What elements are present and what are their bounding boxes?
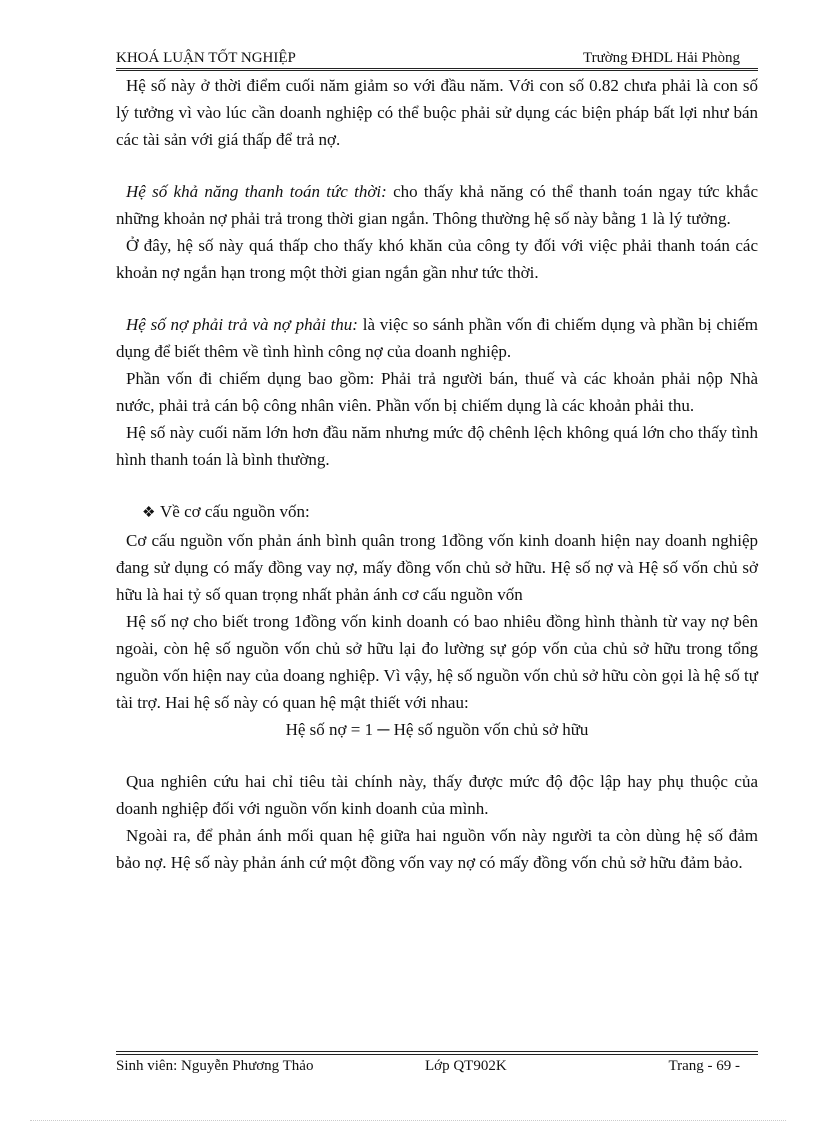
paragraph-appropriated-capital: Phần vốn đi chiếm dụng bao gồm: Phải trả người bán, thuế và các khoản phải nộp Nhà nước, phải trả cán bộ công nhân viên. Phần vốn bị chiếm dụng là các khoản phải thu. — [116, 369, 758, 415]
header-divider — [116, 70, 758, 71]
paragraph-quick-ratio — [116, 178, 758, 232]
footer-divider — [116, 1051, 758, 1052]
term-payables-receivables: Hệ số nợ phải trả và nợ phải thu: — [126, 315, 358, 334]
page-header — [116, 48, 758, 69]
payables-receivables-definition: là việc so sánh phần vốn đi chiếm dụng và phần bị chiếm dụng để biết thêm về tình hình công nợ của doanh nghiệp. — [116, 315, 758, 361]
header-thesis-title: KHOÁ LUẬN TỐT NGHIỆP — [116, 50, 296, 66]
footer-page-number: Trang - 69 - — [668, 1058, 740, 1074]
page-bottom-edge — [30, 1120, 786, 1121]
paragraph-quick-ratio-comment: Ở đây, hệ số này quá thấp cho thấy khó khăn của công ty đối với việc phải thanh toán các khoản nợ ngắn hạn trong một thời gian ngắn gần như tức thời. — [116, 236, 758, 282]
diamond-bullet-icon: ❖ — [142, 505, 156, 521]
quick-ratio-definition: cho thấy khả năng có thể thanh toán ngay tức khắc những khoản nợ phải trả trong thời gian ngắn. Thông thường hệ số này bằng 1 là lý tưởng. — [116, 182, 758, 228]
header-university: Trường ĐHDL Hải Phòng — [582, 50, 740, 66]
debt-ratio-formula: Hệ số nợ = 1 ─ Hệ số nguồn vốn chủ sở hữu — [285, 720, 589, 739]
paragraph-payables-receivables — [116, 311, 758, 365]
footer-divider-double — [116, 1054, 758, 1055]
paragraph-independence: Qua nghiên cứu hai chỉ tiêu tài chính này, thấy được mức độ độc lập hay phụ thuộc của doanh nghiệp đối với nguồn vốn kinh doanh của mình. — [116, 772, 758, 818]
page-footer — [116, 1058, 758, 1078]
section-heading-capital-structure — [116, 498, 758, 527]
term-quick-ratio: Hệ số khả năng thanh toán tức thời: — [126, 182, 387, 201]
paragraph-current-ratio-comment: Hệ số này ở thời điểm cuối năm giảm so với đầu năm. Với con số 0.82 chưa phải là con số lý tưởng vì vào lúc cần doanh nghiệp có thể buộc phải sử dụng các biện pháp bất lợi như bán các tài sản với giá thấp để trả nợ. — [116, 76, 758, 149]
paragraph-debt-ratio: Hệ số nợ cho biết trong 1đồng vốn kinh doanh có bao nhiêu đồng hình thành từ vay nợ bên ngoài, còn hệ số nguồn vốn chủ sở hữu lại đo lường sự góp vốn của chủ sở hữu trong tổng nguồn vốn hiện nay của doang nghiệp. Vì vậy, hệ số nguồn vốn chủ sở hữu còn gọi là hệ số tự tài trợ. Hai hệ số này có quan hệ mật thiết với nhau: — [116, 612, 758, 712]
paragraph-debt-coverage: Ngoài ra, để phản ánh mối quan hệ giữa hai nguồn vốn này người ta còn dùng hệ số đảm bảo nợ. Hệ số này phản ánh cứ một đồng vốn vay nợ có mấy đồng vốn chủ sở hữu đảm bảo. — [116, 826, 758, 872]
section-heading-text: Về cơ cấu nguồn vốn: — [160, 502, 310, 521]
footer-class: Lớp QT902K — [425, 1058, 507, 1074]
paragraph-capital-structure: Cơ cấu nguồn vốn phản ánh bình quân trong 1đồng vốn kinh doanh hiện nay doanh nghiệp đang sử dụng có mấy đồng vay nợ, mấy đồng vốn chủ sở hữu. Hệ số nợ và Hệ số vốn chủ sở hữu là hai tỷ số quan trọng nhất phản ánh cơ cấu nguồn vốn — [116, 531, 758, 604]
document-body — [116, 72, 758, 876]
footer-student-name: Sinh viên: Nguyễn Phương Thảo — [116, 1058, 314, 1074]
paragraph-payables-comment: Hệ số này cuối năm lớn hơn đầu năm nhưng mức độ chênh lệch không quá lớn cho thấy tình hình thanh toán là bình thường. — [116, 423, 758, 469]
